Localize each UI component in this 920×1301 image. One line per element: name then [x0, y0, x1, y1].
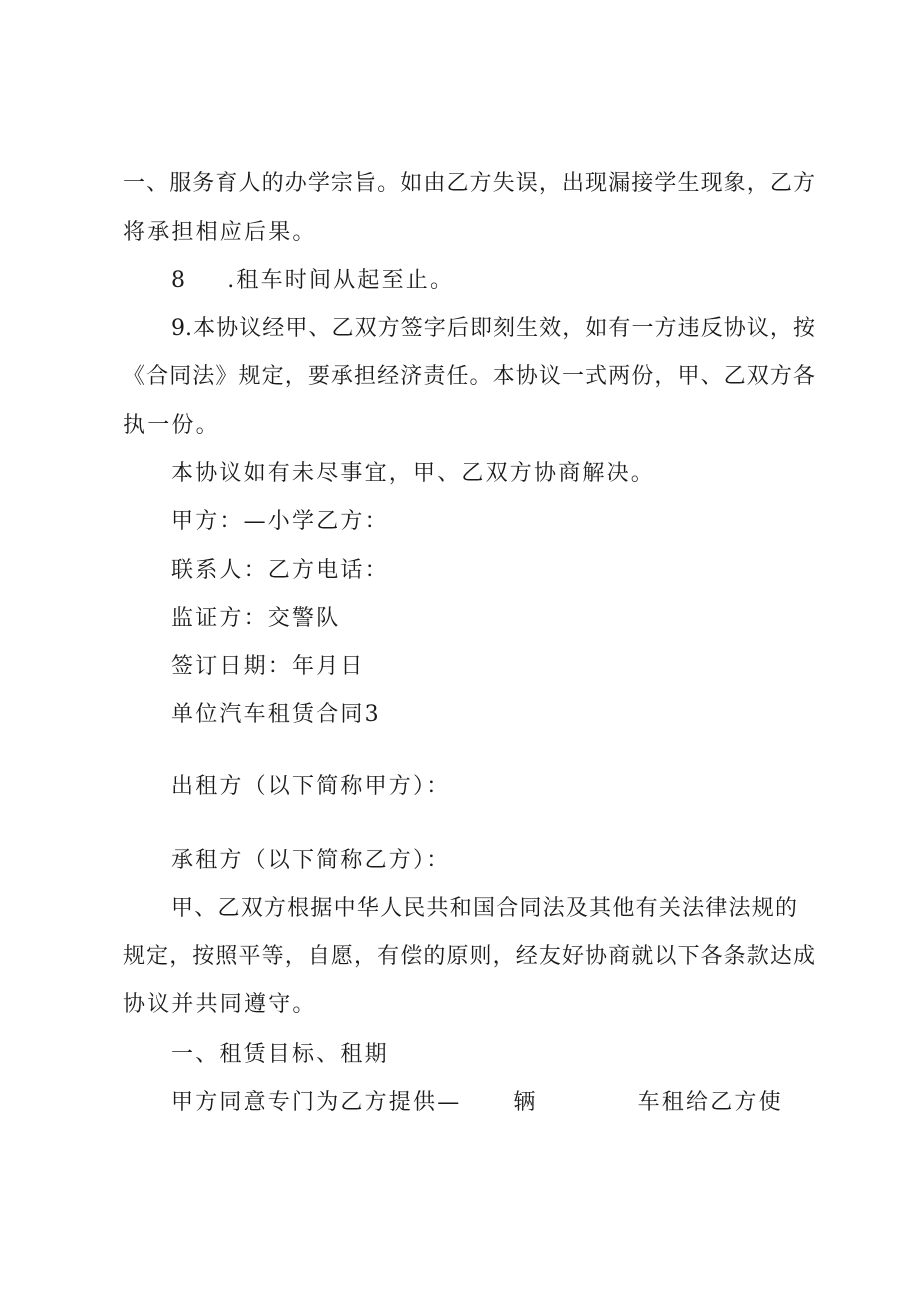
paragraph-line: 本协议如有未尽事宜，甲、乙双方协商解决。 — [171, 461, 656, 486]
paragraph-line: 《合同法》规定，要承担经济责任。本协议一式两份，甲、乙双方各 — [123, 364, 815, 389]
signature-contact: 联系人：乙方电话： — [171, 558, 389, 583]
text-segment: 甲方同意专门为乙方提供— — [171, 1090, 462, 1115]
clause-number: 8 — [171, 268, 188, 293]
signature-date: 签订日期：年月日 — [171, 654, 365, 679]
paragraph-line: 甲、乙双方根据中华人民共和国合同法及其他有关法律法规的 — [171, 896, 797, 921]
paragraph-line — [171, 1088, 783, 1118]
text-segment: 辆 — [513, 1090, 538, 1115]
text-segment: 车租给乙方使 — [637, 1090, 783, 1115]
paragraph-line: 将承担相应后果。 — [123, 220, 317, 245]
lessee-line: 承租方（以下简称乙方）： — [171, 848, 451, 873]
signature-witness: 监证方：交警队 — [171, 606, 341, 631]
clause-heading: 一、租赁目标、租期 — [171, 1042, 389, 1067]
paragraph-line: 一、服务育人的办学宗旨。如由乙方失误，出现漏接学生现象，乙方 — [123, 171, 815, 196]
signature-party-a: 甲方：—小学乙方： — [171, 509, 389, 534]
paragraph-line: 规定，按照平等，自愿，有偿的原则，经友好协商就以下各条款达成 — [123, 944, 815, 969]
clause-text: .租车时间从起至止。 — [227, 268, 455, 293]
paragraph-line: 协议并共同遵守。 — [123, 992, 317, 1017]
section-title: 单位汽车租赁合同3 — [171, 702, 381, 727]
paragraph-line: 执一份。 — [123, 413, 220, 438]
paragraph-line: 9.本协议经甲、乙双方签字后即刻生效，如有一方违反协议，按 — [171, 316, 815, 341]
numbered-clause-8 — [171, 266, 454, 296]
lessor-line: 出租方（以下简称甲方）： — [171, 774, 451, 799]
